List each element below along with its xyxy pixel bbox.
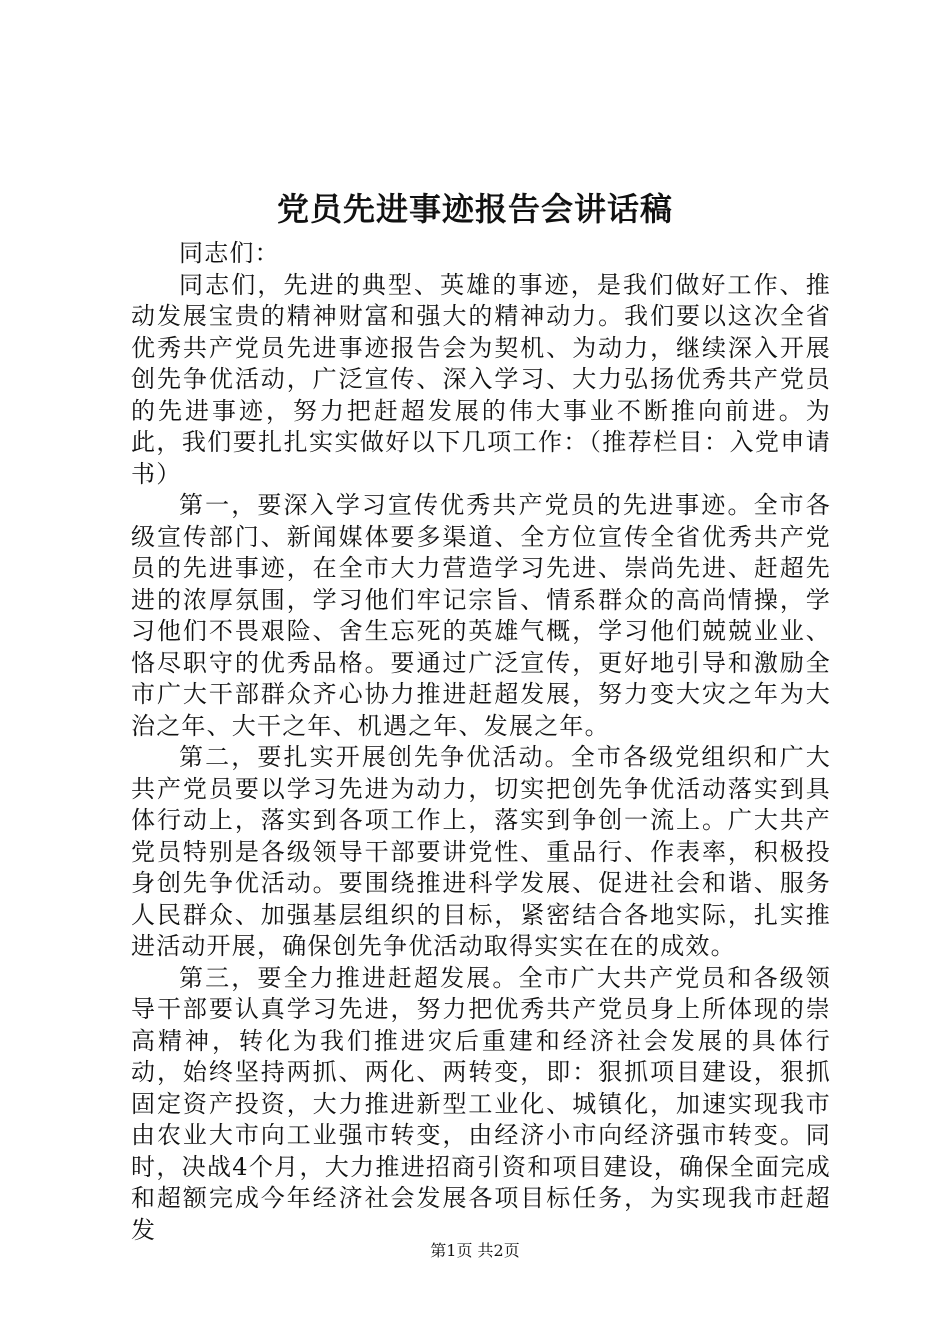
paragraph-first: 第一，要深入学习宣传优秀共产党员的先进事迹。全市各级宣传部门、新闻媒体要多渠道、全方位宣传全省优秀共产党员的先进事迹，在全市大力营造学习先进、崇尚先进、赶超先进的浓厚氛围，学习他们牢记宗旨、情系群众的高尚情操，学习他们不畏艰险、舍生忘死的英雄气概，学习他们兢兢业业、恪尽职守的优秀品格。要通过广泛宣传，更好地引导和激励全市广大干部群众齐心协力推进赶超发展，努力变大灾之年为大治之年、大干之年、机遇之年、发展之年。 [131, 491, 831, 740]
page-number: 第1页 共2页 [430, 1241, 520, 1260]
document-body [131, 238, 831, 1246]
document-title: 党员先进事迹报告会讲话稿 [276, 190, 673, 228]
paragraph-second: 第二，要扎实开展创先争优活动。全市各级党组织和广大共产党员要以学习先进为动力，切实把创先争优活动落实到具体行动上，落实到各项工作上，落实到争创一流上。广大共产党员特别是各级领导干部要讲党性、重品行、作表率，积极投身创先争优活动。要围绕推进科学发展、促进社会和谐、服务人民群众、加强基层组织的目标，紧密结合各地实际，扎实推进活动开展，确保创先争优活动取得实实在在的成效。 [131, 743, 831, 960]
paragraph-third: 第三，要全力推进赶超发展。全市广大共产党员和各级领导干部要认真学习先进，努力把优秀共产党员身上所体现的崇高精神，转化为我们推进灾后重建和经济社会发展的具体行动，始终坚持两抓、两化、两转变，即：狠抓项目建设，狠抓固定资产投资，大力推进新型工业化、城镇化，加速实现我市由农业大市向工业强市转变，由经济小市向经济强市转变。同时，决战4个月，大力推进招商引资和项目建设，确保全面完成和超额完成今年经济社会发展各项目标任务，为实现我市赶超发 [131, 963, 831, 1244]
paragraph-intro: 同志们，先进的典型、英雄的事迹，是我们做好工作、推动发展宝贵的精神财富和强大的精神动力。我们要以这次全省优秀共产党员先进事迹报告会为契机、为动力，继续深入开展创先争优活动，广泛宣传、深入学习、大力弘扬优秀共产党员的先进事迹，努力把赶超发展的伟大事业不断推向前进。为此，我们要扎扎实实做好以下几项工作：（推荐栏目：入党申请书） [131, 270, 831, 488]
salutation: 同志们： [179, 239, 280, 267]
